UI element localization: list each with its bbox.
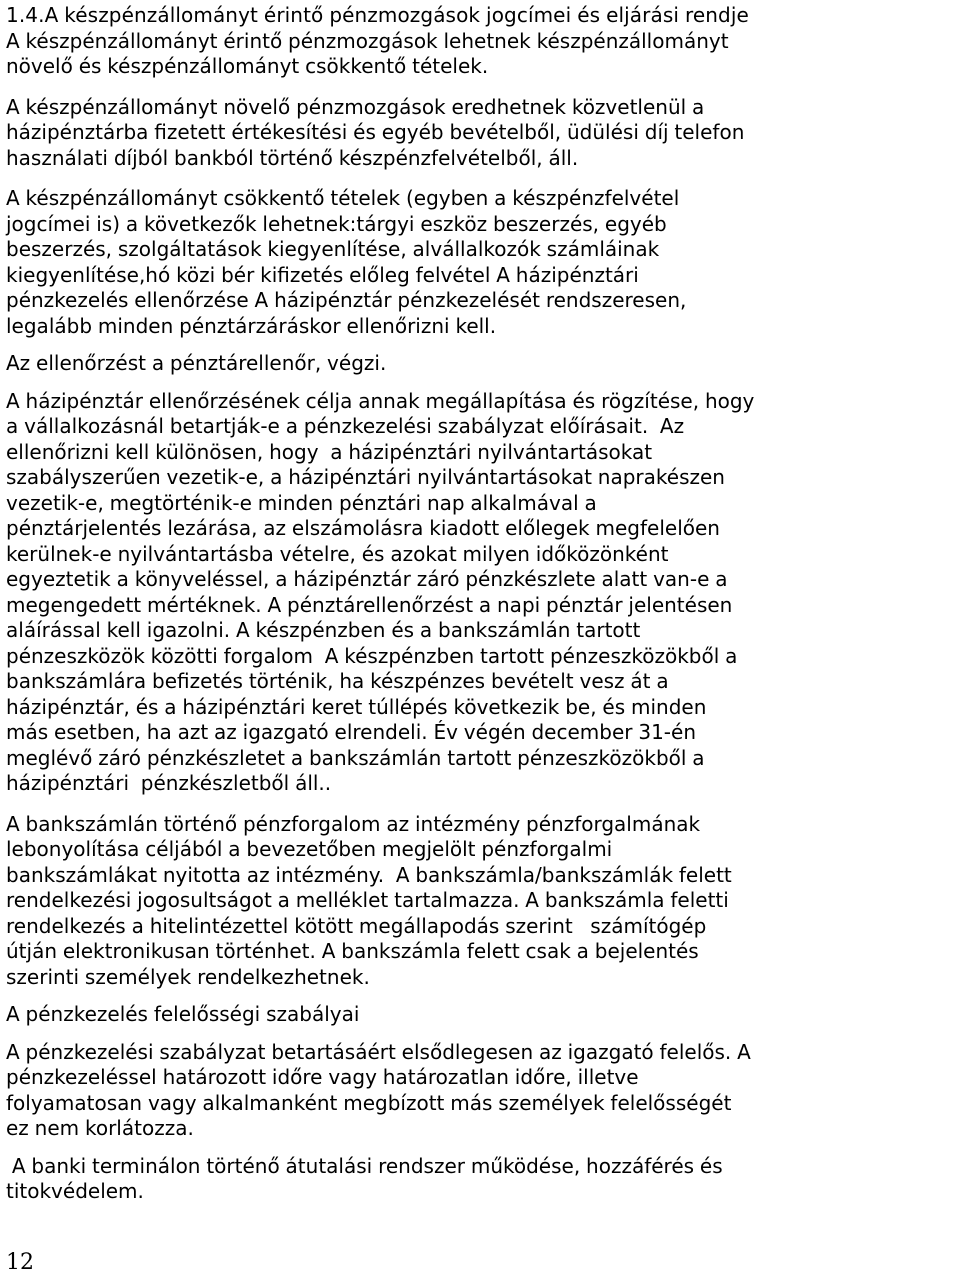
paragraph-increasing-items: A készpénzállományt növelő pénzmozgások eredhetnek közvetlenül a házipénztárba fizetett értékesítési és egyéb bevételből, üdülési díj telefon használati díjból bankból történő készpénzfelvételből, áll. [6, 94, 745, 170]
paragraph-responsibility: A pénzkezelési szabályzat betartásáért elsődlegesen az igazgató felelős. A pénzkezeléssel határozott időre vagy határozatlan időre, illetve folyamatosan vagy alkalmanként megbízott más személyek felelősségét ez nem korlátozza. [6, 1039, 751, 1140]
paragraph-controller: Az ellenőrzést a pénztárellenőr, végzi. [6, 351, 387, 375]
section-heading: 1.4.A készpénzállományt érintő pénzmozgások jogcímei és eljárási rendje [6, 3, 749, 27]
paragraph-decreasing-items: A készpénzállományt csökkentő tételek (egyben a készpénzfelvétel jogcímei is) a következők lehetnek:tárgyi eszköz beszerzés, egyéb beszerzés, szolgáltatások kiegyenlítése, alvállalkozók számláinak kiegyenlítése,hó közi bér kifizetés előleg felvétel A házipénztári pénzkezelés ellenőrzése A házipénztár pénzkezelését rendszeresen, legalább minden pénztárzáráskor ellenőrizni kell. [6, 186, 687, 338]
paragraph-bank-account: A bankszámlán történő pénzforgalom az intézmény pénzforgalmának lebonyolítása céljából a bevezetőben megjelölt pénzforgalmi bankszámlákat nyitotta az intézmény. A bankszámla/bankszámlák felett rendelkezési jogosultságot a melléklet tartalmazza. A bankszámla feletti rendelkezés a hitelintézettel kötött megállapodás szerint számítógép útján elektronikusan történhet. A bankszámla felett csak a bejelentés szerinti személyek rendelkezhetnek. [6, 811, 732, 989]
document-page [6, 3, 956, 1205]
paragraph-control-purpose: A házipénztár ellenőrzésének célja annak megállapítása és rögzítése, hogy a vállalkozásnál betartják-e a pénzkezelési szabályzat előírásait. Az ellenőrizni kell különösen, hogy a házipénztári nyilvántartásokat szabályszerűen vezetik-e, a házipénztári nyilvántartásokat naprakészen vezetik-e, megtörténik-e minden pénztári nap alkalmával a pénztárjelentés lezárása, az elszámolásra kiadott előlegek megfelelően kerülnek-e nyilvántartásba vételre, és azokat milyen időközönként egyeztetik a könyveléssel, a házipénztár záró pénzkészlete alatt van-e a megengedett mértéknek. A pénztárellenőrzést a napi pénztár jelentésen aláírással kell igazolni. A készpénzben és a bankszámlán tartott pénzeszközök közötti forgalom A készpénzben tartott pénzeszközökből a bankszámlára befizetés történik, ha készpénzes bevételt vesz át a házipénztár, és a házipénztári keret túllépés következik be, és minden más esetben, ha azt az igazgató elrendeli. Év végén december 31-én meglévő záró pénzkészletet a bankszámlán tartott pénzeszközökből a házipénztári pénzkészletből áll.. [6, 388, 755, 795]
paragraph-pénzmozgások-types: A készpénzállományt érintő pénzmozgások lehetnek készpénzállományt növelő és készpénzállományt csökkentő tételek. [6, 28, 729, 78]
paragraph-responsibility-heading: A pénzkezelés felelősségi szabályai [6, 1002, 360, 1026]
paragraph-bank-terminal: A banki terminálon történő átutalási rendszer működése, hozzáférés és titokvédelem. [6, 1153, 723, 1203]
page-number: 12 [6, 1250, 34, 1275]
